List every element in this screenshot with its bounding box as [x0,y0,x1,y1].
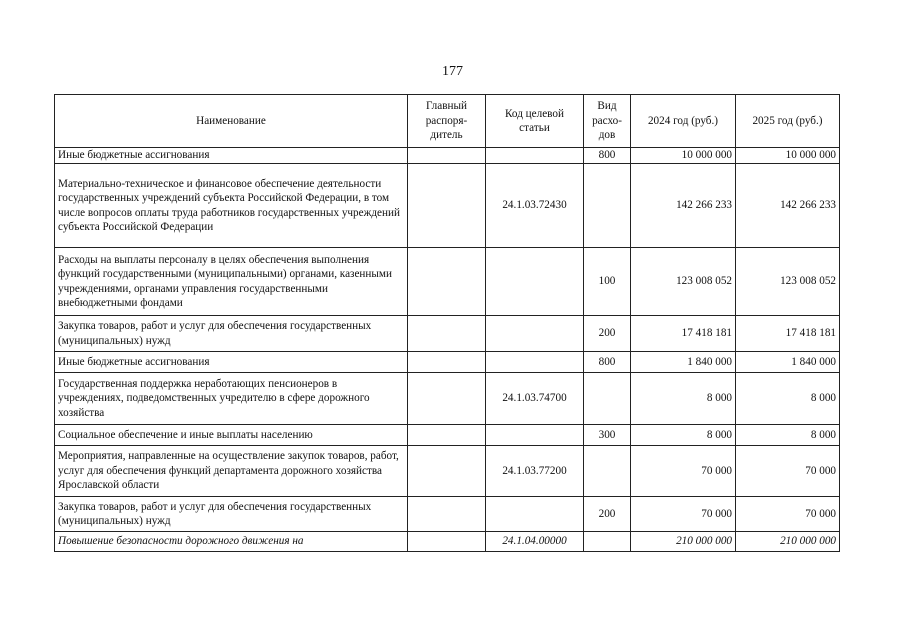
row-2024: 10 000 000 [631,148,736,164]
row-name: Закупка товаров, работ и услуг для обеспечения государственных (муниципальных) нужд [55,497,408,532]
row-2025: 8 000 [736,425,840,446]
row-name: Социальное обеспечение и иные выплаты населению [55,425,408,446]
row-2025: 142 266 233 [736,164,840,248]
row-admin [408,164,486,248]
row-2025: 123 008 052 [736,248,840,316]
header-2024: 2024 год (руб.) [631,95,736,148]
row-type [584,446,631,497]
row-admin [408,352,486,373]
row-admin [408,446,486,497]
header-name: Наименование [55,95,408,148]
row-2025: 10 000 000 [736,148,840,164]
row-2024: 8 000 [631,425,736,446]
row-admin [408,425,486,446]
row-2025: 8 000 [736,373,840,425]
row-code: 24.1.03.77200 [486,446,584,497]
row-code: 24.1.03.72430 [486,164,584,248]
row-code [486,352,584,373]
row-name: Государственная поддержка неработающих пенсионеров в учреждениях, подведомственных учредителю в сфере дорожного хозяйства [55,373,408,425]
row-2024: 70 000 [631,497,736,532]
row-name: Расходы на выплаты персоналу в целях обеспечения выполнения функций государственными (муниципальными) органами, казенными учреждениями, органами управления государственными внебюджетными фондами [55,248,408,316]
table-row [55,248,840,316]
table-row [55,164,840,248]
row-admin [408,373,486,425]
row-code [486,316,584,352]
table-row [55,316,840,352]
row-2025: 70 000 [736,446,840,497]
table-row [55,425,840,446]
row-admin [408,248,486,316]
row-2025: 17 418 181 [736,316,840,352]
row-2024: 70 000 [631,446,736,497]
row-admin [408,316,486,352]
row-code: 24.1.04.00000 [486,532,584,552]
page-number: 177 [442,64,463,79]
row-name: Иные бюджетные ассигнования [55,352,408,373]
row-type: 200 [584,497,631,532]
row-admin [408,532,486,552]
row-type: 100 [584,248,631,316]
row-admin [408,497,486,532]
row-name: Мероприятия, направленные на осуществление закупок товаров, работ, услуг для обеспечения функций департамента дорожного хозяйства Ярославской области [55,446,408,497]
row-type [584,532,631,552]
table-row [55,373,840,425]
row-name: Повышение безопасности дорожного движения на [55,532,408,552]
row-type [584,373,631,425]
header-code: Код целевой статьи [486,95,584,148]
row-code [486,148,584,164]
row-type: 800 [584,352,631,373]
table-header-row [55,95,840,148]
row-2024: 142 266 233 [631,164,736,248]
row-type: 800 [584,148,631,164]
header-2025: 2025 год (руб.) [736,95,840,148]
row-2024: 123 008 052 [631,248,736,316]
row-2024: 210 000 000 [631,532,736,552]
header-type: Вид расхо-дов [584,95,631,148]
row-code [486,248,584,316]
row-name: Материально-техническое и финансовое обеспечение деятельности государственных учреждений субъекта Российской Федерации, в том числе вопросов оплаты труда работников государственных учреждений субъекта Российской Федерации [55,164,408,248]
row-2024: 8 000 [631,373,736,425]
table-row [55,148,840,164]
row-code: 24.1.03.74700 [486,373,584,425]
row-2025: 210 000 000 [736,532,840,552]
row-admin [408,148,486,164]
row-type [584,164,631,248]
table-row [55,532,840,552]
row-code [486,497,584,532]
row-type: 300 [584,425,631,446]
table-row [55,497,840,532]
row-2024: 1 840 000 [631,352,736,373]
row-2025: 70 000 [736,497,840,532]
header-admin: Главный распоря-дитель [408,95,486,148]
row-type: 200 [584,316,631,352]
row-2025: 1 840 000 [736,352,840,373]
row-name: Закупка товаров, работ и услуг для обеспечения государственных (муниципальных) нужд [55,316,408,352]
table-row [55,352,840,373]
budget-table [54,94,840,552]
row-code [486,425,584,446]
row-name: Иные бюджетные ассигнования [55,148,408,164]
row-2024: 17 418 181 [631,316,736,352]
table-row [55,446,840,497]
